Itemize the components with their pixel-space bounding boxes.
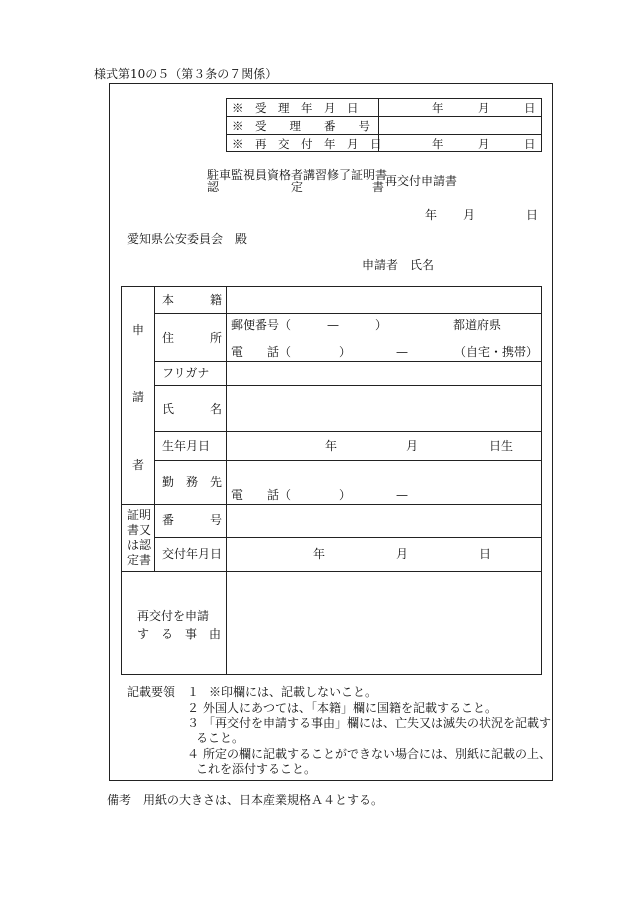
title-line1: 駐車監視員資格者講習修了証明書 (207, 168, 388, 182)
reissue-date-month: 月 (478, 137, 490, 151)
prefecture-label: 都道府県 (453, 318, 502, 332)
honseki-field[interactable] (230, 289, 538, 311)
note-1-text: ※印欄には、記載しないこと。 (209, 685, 378, 699)
reissue-date-year: 年 (432, 137, 444, 151)
addressee: 愛知県公安委員会 殿 (127, 232, 248, 246)
cert-side-4: 定書 (127, 553, 152, 567)
cert-side-3: は認 (127, 538, 152, 552)
address-field[interactable] (230, 316, 538, 358)
receipt-number-field[interactable] (384, 118, 536, 132)
jusho-label: 住 所 (162, 331, 223, 345)
phone2-label: 電 話（ ） (231, 488, 352, 502)
receipt-date-month: 月 (478, 101, 490, 115)
furigana-field[interactable] (230, 364, 538, 382)
phone1-label: 電 話（ ） (231, 345, 352, 359)
title-suffix: 再交付申請書 (385, 174, 458, 188)
reason-label-2: す る 事 由 (137, 627, 222, 641)
side-applicant-1: 申 (132, 323, 145, 337)
note-4-number: ４ (187, 747, 200, 761)
note-2-text: 外国人にあつては、「本籍」欄に国籍を記載すること。 (203, 701, 498, 715)
note-3-cont: ること。 (196, 731, 245, 745)
receipt-date-field[interactable] (384, 100, 536, 114)
phone2-dash: — (396, 488, 408, 502)
cert-side-1: 証明 (127, 508, 152, 522)
issue-month: 月 (396, 547, 409, 561)
title-line2-right: 書 (372, 180, 385, 194)
note-1-number: １ (187, 685, 200, 699)
issue-year: 年 (313, 547, 326, 561)
phone1-suffix: （自宅・携帯） (454, 345, 539, 359)
birth-day: 日生 (489, 439, 514, 453)
application-date-day: 日 (526, 208, 539, 222)
application-date-year: 年 (425, 208, 438, 222)
receipt-date-label: ※ 受 理 年 月 日 (232, 101, 359, 115)
reissue-date-field[interactable] (384, 136, 536, 150)
honseki-label: 本 籍 (162, 293, 223, 307)
notes-heading: 記載要領 (127, 685, 176, 699)
postal-code-label: 郵便番号（ — ） (231, 318, 388, 332)
birth-year: 年 (325, 439, 338, 453)
receipt-number-label: ※ 受 理 番 号 (232, 119, 370, 133)
note-4-text: 所定の欄に記載することができない場合には、別紙に記載の上、 (203, 747, 552, 761)
title-line2-left: 認 (207, 180, 220, 194)
applicant-name-label: 申請者 氏名 (362, 258, 435, 272)
form-number: 様式第10の５（第３条の７関係） (94, 67, 278, 81)
issue-day: 日 (479, 547, 492, 561)
note-2-number: ２ (187, 701, 200, 715)
receipt-date-year: 年 (432, 101, 444, 115)
side-applicant-3: 者 (132, 458, 145, 472)
reason-label-1: 再交付を申請 (137, 609, 210, 623)
birth-date-field[interactable] (230, 434, 538, 458)
applicant-name-field[interactable] (438, 256, 538, 272)
side-applicant-2: 請 (132, 390, 145, 404)
birth-date-label: 生年月日 (162, 439, 211, 453)
note-3-number: ３ (187, 716, 200, 730)
application-date-month: 月 (463, 208, 476, 222)
phone1-dash: — (396, 345, 408, 359)
remarks: 備考 用紙の大きさは、日本産業規格Ａ４とする。 (107, 793, 384, 807)
cert-number-field[interactable] (230, 507, 538, 534)
workplace-field[interactable] (230, 463, 538, 501)
furigana-label: フリガナ (162, 366, 210, 380)
reissue-date-label: ※ 再 交 付 年 月 日 (232, 137, 382, 151)
name-field[interactable] (230, 388, 538, 428)
reissue-date-day: 日 (524, 137, 536, 151)
reason-field[interactable] (230, 574, 538, 672)
shimei-label: 氏 名 (162, 402, 223, 416)
cert-side-2: 書又 (127, 523, 152, 537)
issue-date-label: 交付年月日 (162, 547, 223, 561)
title-line2-mid: 定 (291, 180, 304, 194)
issue-date-field[interactable] (230, 540, 538, 568)
cert-number-label: 番 号 (162, 513, 223, 527)
receipt-date-day: 日 (524, 101, 536, 115)
note-4-cont: これを添付すること。 (196, 762, 317, 776)
workplace-label: 勤 務 先 (162, 475, 223, 489)
birth-month: 月 (406, 439, 419, 453)
note-3-text: 「再交付を申請する事由」欄には、亡失又は滅失の状況を記載す (203, 716, 552, 730)
